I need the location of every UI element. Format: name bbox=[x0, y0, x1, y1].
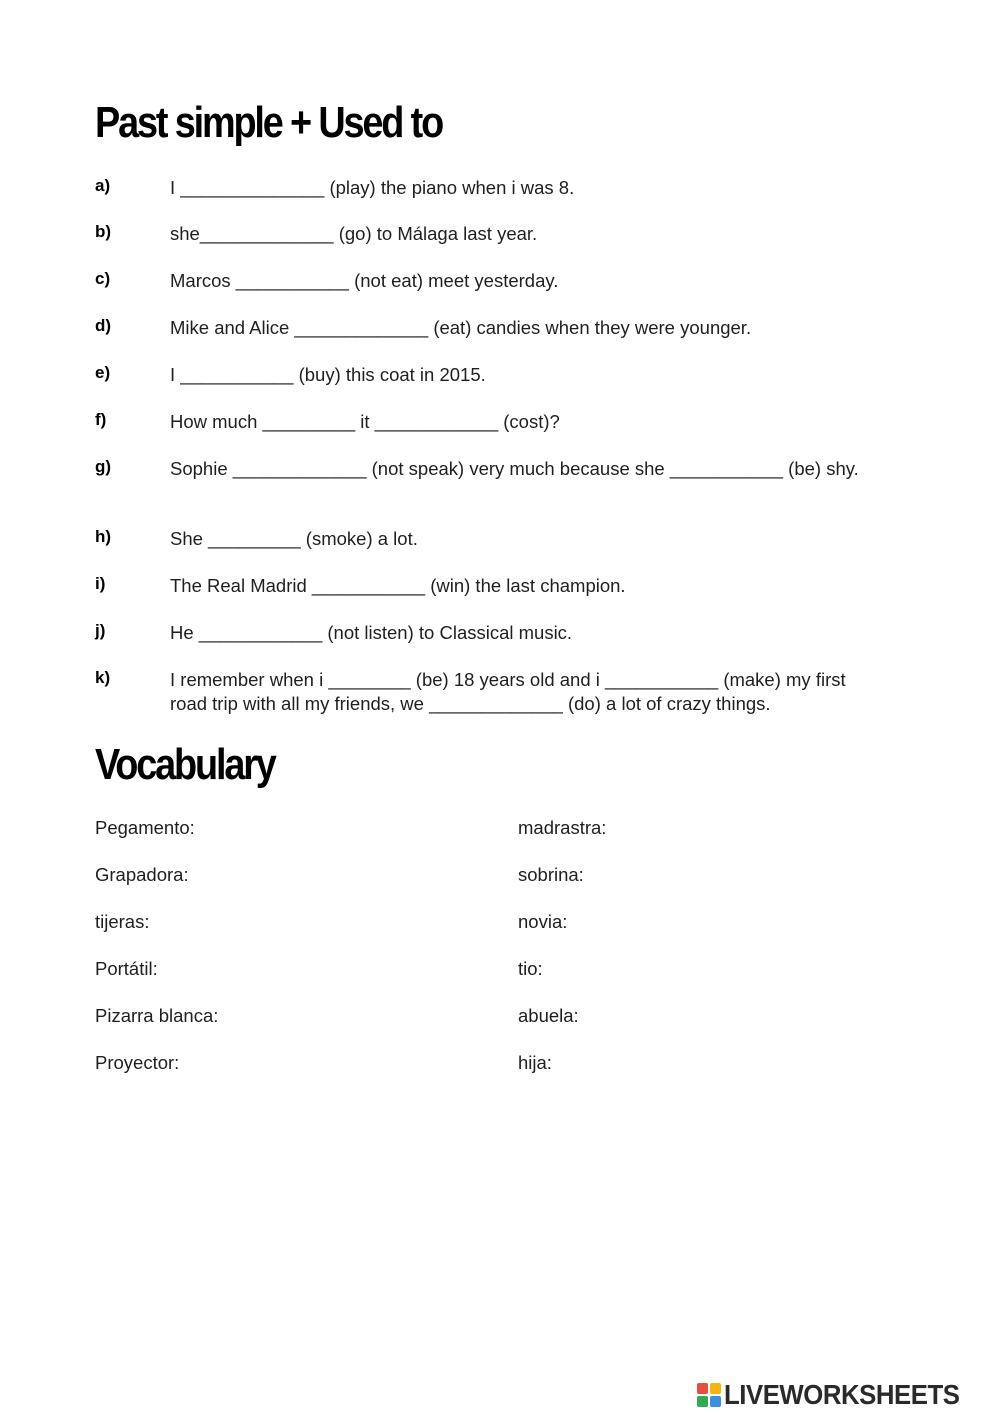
vocab-term: sobrina: bbox=[518, 864, 584, 885]
exercise-letter: g) bbox=[95, 457, 112, 476]
exercise-letter: c) bbox=[95, 269, 111, 288]
grammar-section-title: Past simple + Used to bbox=[95, 98, 443, 147]
vocab-term: hija: bbox=[518, 1052, 552, 1073]
vocab-term: Pizarra blanca: bbox=[95, 1005, 219, 1026]
exercise-text: He ____________ (not listen) to Classical music. bbox=[170, 622, 573, 643]
vocab-term: Grapadora: bbox=[95, 864, 189, 885]
vocab-term: abuela: bbox=[518, 1005, 579, 1026]
liveworksheets-logo-icon bbox=[697, 1383, 721, 1407]
vocab-term: Portátil: bbox=[95, 958, 158, 979]
logo-text: LIVEWORKSHEETS bbox=[724, 1379, 960, 1410]
exercise-letter: i) bbox=[95, 574, 106, 593]
exercise-letter: b) bbox=[95, 222, 112, 241]
vocab-term: tijeras: bbox=[95, 911, 150, 932]
logo-square bbox=[697, 1396, 708, 1407]
exercise-letter: h) bbox=[95, 527, 112, 546]
exercise-text: Sophie _____________ (not speak) very much because she ___________ (be) shy. bbox=[170, 458, 859, 479]
exercise-text: she_____________ (go) to Málaga last year. bbox=[170, 223, 538, 244]
vocab-term: novia: bbox=[518, 911, 568, 932]
exercise-text: Mike and Alice _____________ (eat) candies when they were younger. bbox=[170, 317, 752, 338]
exercise-text: How much _________ it ____________ (cost)? bbox=[170, 411, 560, 432]
exercise-text: She _________ (smoke) a lot. bbox=[170, 528, 418, 549]
logo-square bbox=[710, 1396, 721, 1407]
logo-square bbox=[710, 1383, 721, 1394]
exercise-letter: k) bbox=[95, 668, 111, 687]
exercise-text: I ___________ (buy) this coat in 2015. bbox=[170, 364, 486, 385]
vocab-term: madrastra: bbox=[518, 817, 607, 838]
vocab-term: Proyector: bbox=[95, 1052, 180, 1073]
exercise-letter: d) bbox=[95, 316, 112, 335]
exercise-letter: f) bbox=[95, 410, 107, 429]
exercise-text: Marcos ___________ (not eat) meet yesterday. bbox=[170, 270, 559, 291]
vocab-term: tio: bbox=[518, 958, 543, 979]
exercise-letter: e) bbox=[95, 363, 111, 382]
exercise-letter: a) bbox=[95, 176, 111, 195]
exercise-text: The Real Madrid ___________ (win) the last champion. bbox=[170, 575, 626, 596]
exercise-letter: j) bbox=[95, 621, 106, 640]
vocabulary-section-title: Vocabulary bbox=[95, 740, 275, 789]
vocab-term: Pegamento: bbox=[95, 817, 195, 838]
logo-square bbox=[697, 1383, 708, 1394]
exercise-text: I remember when i ________ (be) 18 years old and i ___________ (make) my first road trip with all my friends, we _____________ (do) a lot of crazy things. bbox=[170, 669, 846, 714]
exercise-text: I ______________ (play) the piano when i was 8. bbox=[170, 177, 575, 198]
liveworksheets-logo bbox=[697, 1378, 980, 1412]
